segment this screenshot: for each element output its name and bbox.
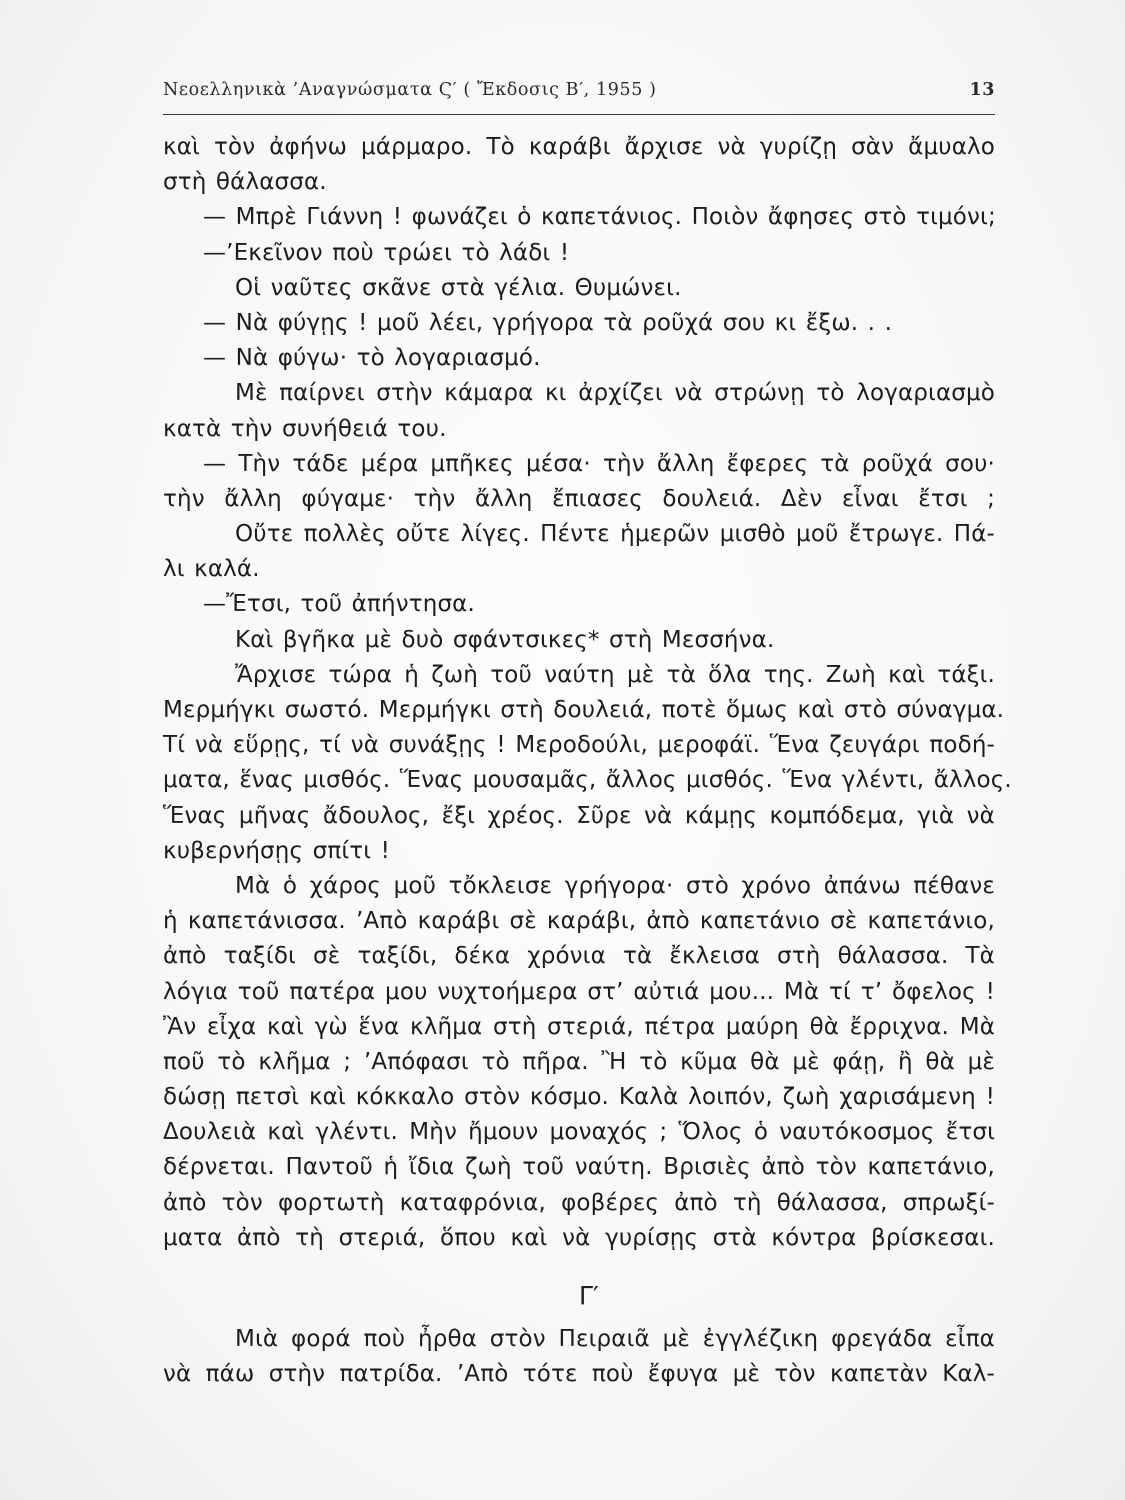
text-line: Μὲ παίρνει στὴν κάμαρα κι ἀρχίζει νὰ στρώνῃ τὸ λογαριασμὸ [235, 380, 995, 407]
text-line: — Μπρὲ Γιάννη ! φωνάζει ὁ καπετάνιος. Ποιὸν ἄφησες στὸ τιμόνι; [203, 204, 996, 231]
text-line: Οἱ ναῦτες σκᾶνε στὰ γέλια. Θυμώνει. [235, 274, 682, 301]
text-line: Μιὰ φορά ποὺ ἦρθα στὸν Πειραιᾶ μὲ ἐγγλέζικη φρεγάδα εἶπα [235, 1326, 995, 1352]
text-line: δέρνεται. Παντοῦ ἡ ἴδια ζωὴ τοῦ ναύτη. Βρισιὲς ἀπὸ τὸν καπετάνιο, [163, 1154, 995, 1181]
text-line: Καὶ βγῆκα μὲ δυὸ σφάντσικες* στὴ Μεσσήνα. [235, 626, 775, 653]
text-line: Δουλειὰ καὶ γλέντι. Μὴν ἤμουν μοναχός ; Ὅλος ὁ ναυτόκοσμος ἔτσι [163, 1119, 995, 1146]
text-line: στὴ θάλασσα. [163, 169, 327, 196]
running-header [163, 80, 995, 104]
text-line: κυβερνήσῃς σπίτι ! [163, 837, 391, 864]
text-line: νὰ πάω στὴν πατρίδα. ’Απὸ τότε ποὺ ἔφυγα μὲ τὸν καπετὰν Καλ- [163, 1361, 995, 1388]
text-line: λόγια τοῦ πατέρα μου νυχτοήμερα στ’ αὐτιά μου... Μὰ τί τ’ ὄφελος ! [163, 978, 995, 1005]
section-heading: Γ′ [579, 1281, 599, 1310]
text-line: Τί νὰ εὕρῃς, τί νὰ συνάξῃς ! Μεροδούλι, μεροφάϊ. Ἕνα ζευγάρι ποδή- [163, 732, 995, 759]
running-title: Νεοελληνικὰ ’Αναγνώσματα Ϛ′ ( Ἔκδοσις Β′, 1955 ) [163, 80, 657, 100]
text-line: Μερμήγκι σωστό. Μερμήγκι στὴ δουλειά, ποτὲ ὅμως καὶ στὸ σύναγμα. [163, 697, 1005, 723]
text-line: Μὰ ὁ χάρος μοῦ τὄκλεισε γρήγορα· στὸ χρόνο ἀπάνω πέθανε [235, 872, 995, 899]
text-line: δώσῃ πετσὶ καὶ κόκκαλο στὸν κόσμο. Καλὰ λοιπόν, ζωὴ χαρισάμενη ! [163, 1084, 995, 1111]
text-line: Οὔτε πολλὲς οὔτε λίγες. Πέντε ἡμερῶν μισθὸ μοῦ ἔτρωγε. Πά- [235, 521, 995, 548]
text-line: ματα, ἕνας μισθός. Ἕνας μουσαμᾶς, ἄλλος μισθός. Ἕνα γλέντι, ἄλλος. [163, 767, 1012, 794]
text-line: ματα ἀπὸ τὴ στεριά, ὅπου καὶ νὰ γυρίσῃς στὰ κόντρα βρίσκεσαι. [163, 1224, 995, 1251]
text-line: ἡ καπετάνισσα. ’Απὸ καράβι σὲ καράβι, ἀπὸ καπετάνιο σὲ καπετάνιο, [163, 908, 995, 935]
text-line: —’Εκεῖνον ποὺ τρώει τὸ λάδι ! [203, 239, 570, 266]
header-rule [163, 114, 995, 115]
text-line: —Ἔτσι, τοῦ ἀπήντησα. [203, 591, 475, 618]
text-line: ἀπὸ τὸν φορτωτὴ καταφρόνια, φοβέρες ἀπὸ τὴ θάλασσα, σπρωξί- [163, 1189, 995, 1216]
text-line: — Νὰ φύγῃς ! μοῦ λέει, γρήγορα τὰ ροῦχά σου κι ἔξω. . . [203, 309, 893, 336]
body-text [163, 130, 1012, 1392]
text-line: Ἕνας μῆνας ἄδουλος, ἔξι χρέος. Σῦρε νὰ κάμῃς κομπόδεμα, γιὰ νὰ [163, 802, 995, 829]
text-line: λι καλά. [163, 556, 260, 583]
text-line: καὶ τὸν ἀφήνω μάρμαρο. Τὸ καράβι ἄρχισε νὰ γυρίζῃ σὰν ἄμυαλο [163, 134, 995, 160]
page-number: 13 [969, 80, 995, 100]
text-line: — Τὴν τάδε μέρα μπῆκες μέσα· τὴν ἄλλη ἔφερες τὰ ροῦχά σου· [203, 450, 995, 477]
text-line: ποῦ τὸ κλῆμα ; ’Απόφασι τὸ πῆρα. Ἢ τὸ κῦμα θὰ μὲ φάῃ, ἢ θὰ μὲ [163, 1048, 995, 1075]
text-line: κατὰ τὴν συνήθειά του. [163, 415, 447, 442]
text-line: Ἄρχισε τώρα ἡ ζωὴ τοῦ ναύτη μὲ τὰ ὅλα της. Ζωὴ καὶ τάξι. [235, 661, 995, 688]
text-line: Ἂν εἶχα καὶ γὼ ἕνα κλῆμα στὴ στεριά, πέτρα μαύρη θὰ ἔρριχνα. Μὰ [163, 1013, 995, 1040]
text-line: — Νὰ φύγω· τὸ λογαριασμό. [203, 345, 541, 372]
text-line: τὴν ἄλλη φύγαμε· τὴν ἄλλη ἔπιασες δουλειά. Δὲν εἶναι ἔτσι ; [163, 485, 995, 512]
text-line: ἀπὸ ταξίδι σὲ ταξίδι, δέκα χρόνια τὰ ἔκλεισα στὴ θάλασσα. Τὰ [163, 943, 995, 970]
